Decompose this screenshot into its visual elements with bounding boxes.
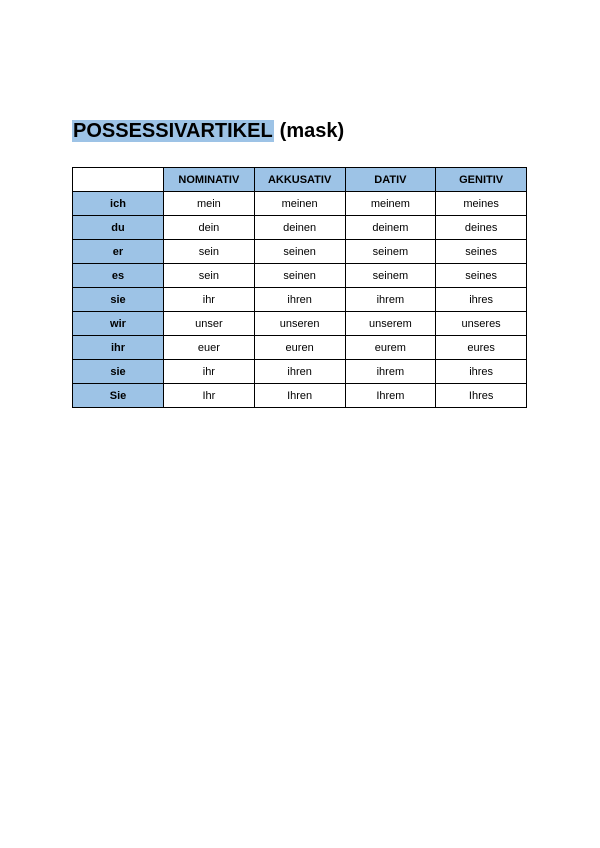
form-cell: seinen [254,240,345,264]
pronoun-cell: sie [73,360,164,384]
form-cell: unserem [345,312,436,336]
form-cell: seinem [345,264,436,288]
form-cell: unseres [436,312,527,336]
table-row [73,192,527,216]
form-cell: meinem [345,192,436,216]
title-highlight: POSSESSIVARTIKEL [73,120,273,142]
form-cell: ihres [436,288,527,312]
corner-cell [73,168,164,192]
column-header: NOMINATIV [164,168,255,192]
page-title [72,118,344,144]
table-row [73,264,527,288]
pronoun-cell: ihr [73,336,164,360]
form-cell: euer [164,336,255,360]
table-row [73,336,527,360]
pronoun-cell: es [73,264,164,288]
table-row [73,216,527,240]
form-cell: seines [436,264,527,288]
form-cell: ihren [254,360,345,384]
form-cell: unseren [254,312,345,336]
form-cell: Ihres [436,384,527,408]
form-cell: eures [436,336,527,360]
table-row [73,360,527,384]
form-cell: mein [164,192,255,216]
form-cell: euren [254,336,345,360]
pronoun-cell: Sie [73,384,164,408]
column-header: DATIV [345,168,436,192]
column-header: AKKUSATIV [254,168,345,192]
form-cell: ihren [254,288,345,312]
form-cell: seinen [254,264,345,288]
form-cell: Ihrem [345,384,436,408]
form-cell: Ihr [164,384,255,408]
form-cell: unser [164,312,255,336]
form-cell: dein [164,216,255,240]
form-cell: ihr [164,288,255,312]
form-cell: deinen [254,216,345,240]
table-row [73,288,527,312]
form-cell: deines [436,216,527,240]
title-suffix: (mask) [279,120,345,142]
possessive-article-table [72,167,527,408]
form-cell: eurem [345,336,436,360]
table-header-row [73,168,527,192]
form-cell: ihrem [345,360,436,384]
column-header: GENITIV [436,168,527,192]
form-cell: sein [164,264,255,288]
form-cell: ihrem [345,288,436,312]
pronoun-cell: sie [73,288,164,312]
pronoun-cell: wir [73,312,164,336]
form-cell: ihr [164,360,255,384]
form-cell: sein [164,240,255,264]
pronoun-cell: du [73,216,164,240]
table-row [73,240,527,264]
form-cell: seines [436,240,527,264]
form-cell: meinen [254,192,345,216]
form-cell: deinem [345,216,436,240]
form-cell: ihres [436,360,527,384]
pronoun-cell: ich [73,192,164,216]
form-cell: Ihren [254,384,345,408]
pronoun-cell: er [73,240,164,264]
form-cell: meines [436,192,527,216]
table-row [73,312,527,336]
table-row [73,384,527,408]
form-cell: seinem [345,240,436,264]
